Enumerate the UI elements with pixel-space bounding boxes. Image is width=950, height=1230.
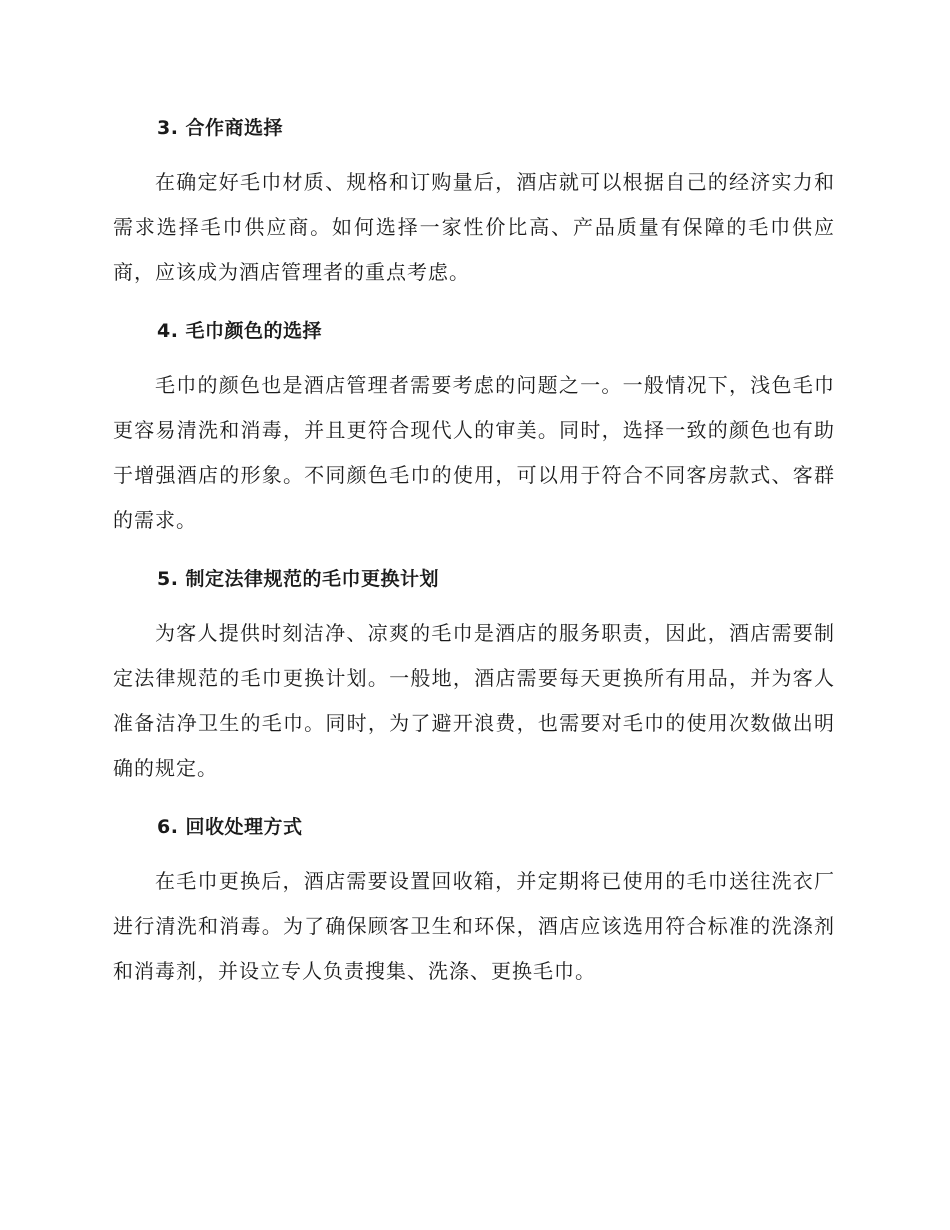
section-heading: 3. 合作商选择 [157, 117, 284, 139]
section-recycling [113, 809, 835, 994]
section-towel-color [113, 313, 835, 543]
section-paragraph: 在毛巾更换后，酒店需要设置回收箱，并定期将已使用的毛巾送往洗衣厂进行清洗和消毒。为了确保顾客卫生和环保，酒店应该选用符合标准的洗涤剂和消毒剂，并设立专人负责搜集、洗涤、更换毛巾。 [113, 869, 835, 983]
section-replacement-plan [113, 561, 835, 791]
section-paragraph: 在确定好毛巾材质、规格和订购量后，酒店就可以根据自己的经济实力和需求选择毛巾供应商。如何选择一家性价比高、产品质量有保障的毛巾供应商，应该成为酒店管理者的重点考虑。 [113, 170, 835, 284]
document-content [113, 110, 835, 1012]
section-heading: 6. 回收处理方式 [157, 816, 303, 838]
section-heading: 5. 制定法律规范的毛巾更换计划 [157, 568, 440, 590]
section-paragraph: 毛巾的颜色也是酒店管理者需要考虑的问题之一。一般情况下，浅色毛巾更容易清洗和消毒，并且更符合现代人的审美。同时，选择一致的颜色也有助于增强酒店的形象。不同颜色毛巾的使用，可以用于符合不同客房款式、客群的需求。 [113, 373, 835, 532]
section-heading: 4. 毛巾颜色的选择 [157, 320, 323, 342]
section-paragraph: 为客人提供时刻洁净、凉爽的毛巾是酒店的服务职责，因此，酒店需要制定法律规范的毛巾更换计划。一般地，酒店需要每天更换所有用品，并为客人准备洁净卫生的毛巾。同时，为了避开浪费，也需要对毛巾的使用次数做出明确的规定。 [113, 621, 835, 780]
section-partner-selection [113, 110, 835, 295]
